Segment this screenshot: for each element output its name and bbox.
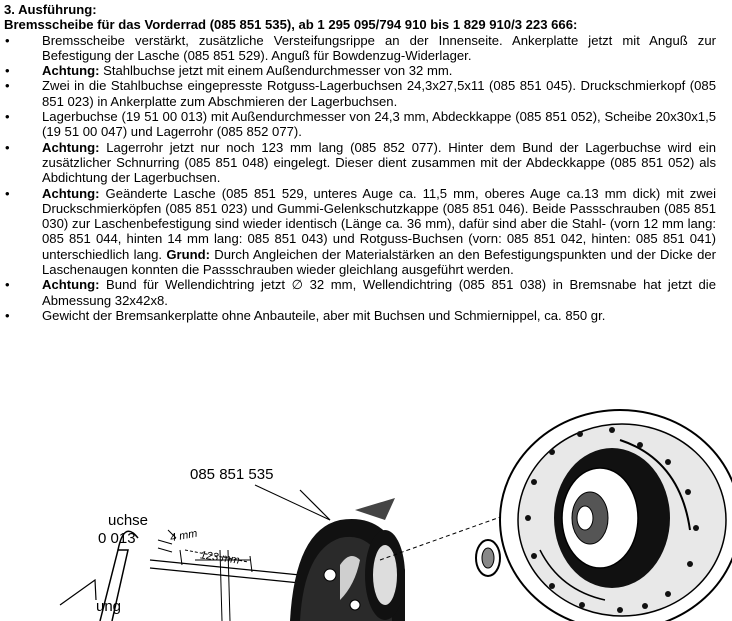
ung-label: ung — [96, 598, 122, 615]
wheel-hub-drawing — [500, 410, 732, 621]
dimension-4mm-label: 4 mm — [169, 527, 199, 545]
bullet-icon: • — [5, 307, 10, 323]
seal-ring-drawing — [476, 540, 500, 576]
list-item: • Achtung: Bund für Wellendichtring jetzt ∅ 32 mm, Wellendichtring (085 851 038) in Bremsnabe hat jetzt die Abmessung 32x42x8. — [5, 277, 716, 308]
part-number-label: 085 851 535 — [190, 466, 274, 483]
brake-drawing — [0, 400, 732, 621]
buchse-label: uchse — [108, 512, 149, 529]
list-item: • Achtung: Stahlbuchse jetzt mit einem Außendurchmesser von 32 mm. — [5, 63, 453, 79]
bullet-icon: • — [5, 277, 10, 293]
dimension-123mm-label: 123 mm — [199, 549, 241, 567]
list-item: • Achtung: Geänderte Lasche (085 851 529, unteres Auge ca. 11,5 mm, oberes Auge ca.13 mm dick) mit zwei Druckschmierköpfen (085 851 023) und Gummi-Gelenkschutzkappe (085 851 046). Beide Passschrauben (085 851 030) zur Laschenbefestigung sind wieder identisch (Länge ca. 36 mm), dafür sind aber die Stahl- (vorn 12 mm lang: 085 851 044, hinten 14 mm lang: 085 851 043) und Rotguss-Buchsen (vorn: 085 851 042, hinten: 085 851 041) unterschiedlich lang. Grund: Durch Angleichen der Materialstärken an den Befestigungspunkten und der Dicke der Laschenaugen konnten die Passschrauben wieder gleichlang ausgeführt werden. — [5, 185, 716, 278]
document-text — [4, 2, 716, 323]
list-item: • Achtung: Lagerrohr jetzt nur noch 123 mm lang (085 852 077). Hinter dem Bund der Lagerbuchse wird ein zusätzlicher Schnurring (085 851 048) eingelegt. Dieser dient zusammen mit der Abdeckkappe (085 851 052) als Abdichtung der Lagerbuchsen. — [5, 139, 716, 186]
section-subheading: Bremsscheibe für das Vorderrad (085 851 535), ab 1 295 095/794 910 bis 1 829 910/3 223 666: — [4, 17, 578, 33]
list-item: • Gewicht der Bremsankerplatte ohne Anbauteile, aber mit Buchsen und Schmiernippel, ca. 850 gr. — [5, 307, 606, 323]
bullet-icon: • — [5, 32, 10, 48]
bullet-icon: • — [5, 109, 10, 125]
list-item: • Zwei in die Stahlbuchse eingepresste Rotguss-Lagerbuchsen 24,3x27,5x11 (085 851 045). Druckschmierkopf (085 851 023) in Ankerplatte zum Abschmieren der Lagerbuchsen. — [5, 78, 716, 109]
bullet-list — [4, 33, 716, 324]
list-item: • Bremsscheibe verstärkt, zusätzliche Versteifungsrippe an der Innenseite. Ankerplatte jetzt mit Anguß zur Befestigung der Lasche (085 851 529). Anguß für Bowdenzug-Widerlager. — [5, 32, 716, 63]
bullet-icon: • — [5, 185, 10, 201]
part-013-label: 0 013 — [98, 530, 136, 547]
brake-assembly-illustration — [0, 400, 732, 621]
section-heading: 3. Ausführung: — [4, 2, 97, 17]
list-item: • Lagerbuchse (19 51 00 013) mit Außendurchmesser von 24,3 mm, Abdeckkappe (085 851 052), Scheibe 20x30x1,5 (19 51 00 047) und Lagerrohr (085 852 077). — [5, 109, 716, 140]
bullet-icon: • — [5, 63, 10, 79]
bullet-icon: • — [5, 78, 10, 94]
bullet-icon: • — [5, 139, 10, 155]
